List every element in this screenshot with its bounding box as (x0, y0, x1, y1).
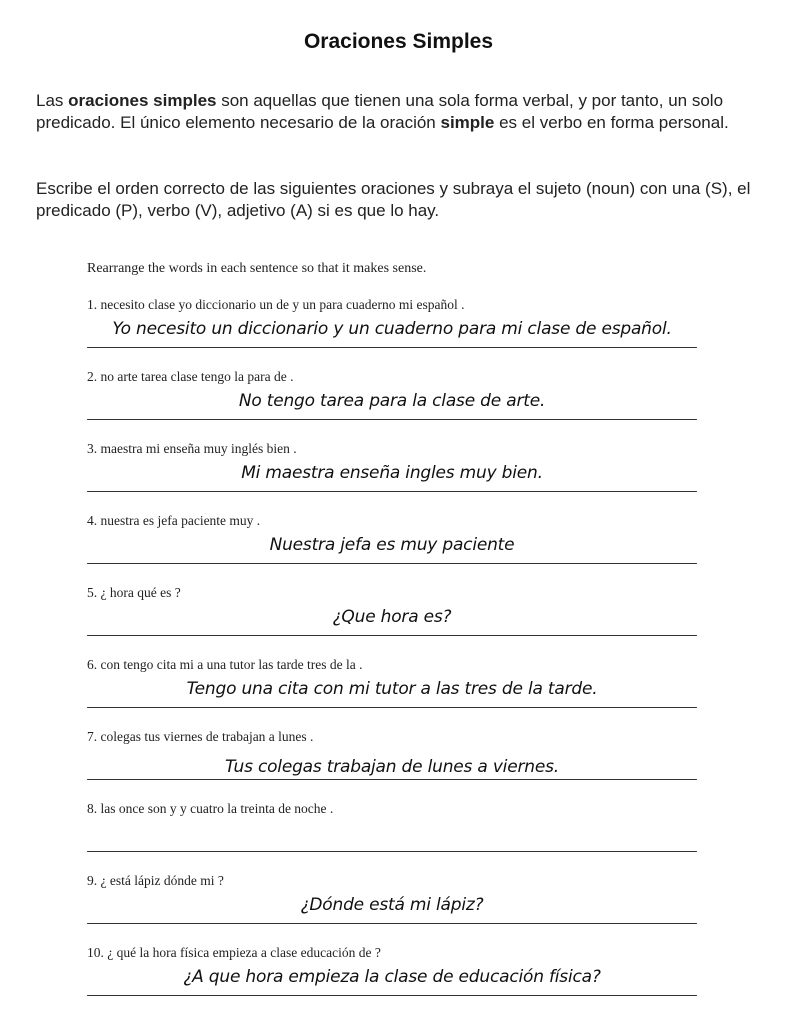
item-answer[interactable]: ¿Que hora es? (332, 607, 452, 627)
worksheet-item (87, 801, 697, 873)
worksheet-item (87, 441, 697, 513)
item-prompt: 7. colegas tus viernes de trabajan a lunes . (87, 729, 314, 744)
item-prompt: 10. ¿ qué la hora física empieza a clase educación de ? (87, 945, 381, 960)
worksheet-item (87, 945, 697, 1017)
item-answer[interactable]: Mi maestra enseña ingles muy bien. (241, 463, 543, 483)
worksheet-item (87, 729, 697, 801)
worksheet (87, 0, 697, 1024)
item-answer[interactable]: No tengo tarea para la clase de arte. (238, 391, 546, 411)
item-answer[interactable]: Yo necesito un diccionario y un cuaderno para mi clase de español. (112, 319, 672, 339)
item-answer[interactable]: ¿Dónde está mi lápiz? (300, 895, 484, 915)
item-prompt: 8. las once son y y cuatro la treinta de noche . (87, 801, 334, 816)
worksheet-item (87, 873, 697, 945)
worksheet-item (87, 657, 697, 729)
answer-line (87, 491, 697, 492)
intro-text-part: es el verbo en forma personal. (494, 113, 729, 132)
item-answer[interactable]: Tus colegas trabajan de lunes a viernes. (225, 757, 559, 777)
answer-line (87, 707, 697, 708)
worksheet-item (87, 513, 697, 585)
item-answer[interactable]: ¿A que hora empieza la clase de educación física? (183, 967, 601, 987)
worksheet-item (87, 369, 697, 441)
worksheet-item (87, 297, 697, 369)
intro-paragraph-task: Escribe el orden correcto de las siguientes oraciones y subraya el sujeto (noun) con una (S), el predicado (P), verbo (V), adjetivo (A) si es que lo hay. (36, 179, 751, 220)
item-prompt: 3. maestra mi enseña muy inglés bien . (87, 441, 297, 456)
answer-line (87, 779, 697, 780)
item-prompt: 6. con tengo cita mi a una tutor las tarde tres de la . (87, 657, 363, 672)
item-prompt: 2. no arte tarea clase tengo la para de . (87, 369, 294, 384)
answer-line (87, 563, 697, 564)
answer-line (87, 851, 697, 852)
answer-line (87, 419, 697, 420)
intro-text-part: son aquellas que tienen una sola forma verbal, y por tanto, un solo predicado. El único elemento necesario de la oración (36, 91, 724, 132)
intro-bold-term: oraciones simples (68, 91, 217, 110)
item-prompt: 9. ¿ está lápiz dónde mi ? (87, 873, 224, 888)
answer-line (87, 995, 697, 996)
answer-line (87, 635, 697, 636)
item-prompt: 4. nuestra es jefa paciente muy . (87, 513, 261, 528)
worksheet-item (87, 585, 697, 657)
item-answer[interactable]: Tengo una cita con mi tutor a las tres de la tarde. (186, 679, 598, 699)
item-prompt: 1. necesito clase yo diccionario un de y un para cuaderno mi español . (87, 297, 465, 312)
item-answer[interactable]: Nuestra jefa es muy paciente (269, 535, 515, 555)
worksheet-instructions: Rearrange the words in each sentence so that it makes sense. (87, 261, 427, 276)
item-prompt: 5. ¿ hora qué es ? (87, 585, 181, 600)
page-title: Oraciones Simples (303, 30, 494, 53)
answer-line (87, 347, 697, 348)
intro-text-part: Las (36, 91, 69, 110)
answer-line (87, 923, 697, 924)
intro-bold-term: simple (440, 113, 495, 132)
